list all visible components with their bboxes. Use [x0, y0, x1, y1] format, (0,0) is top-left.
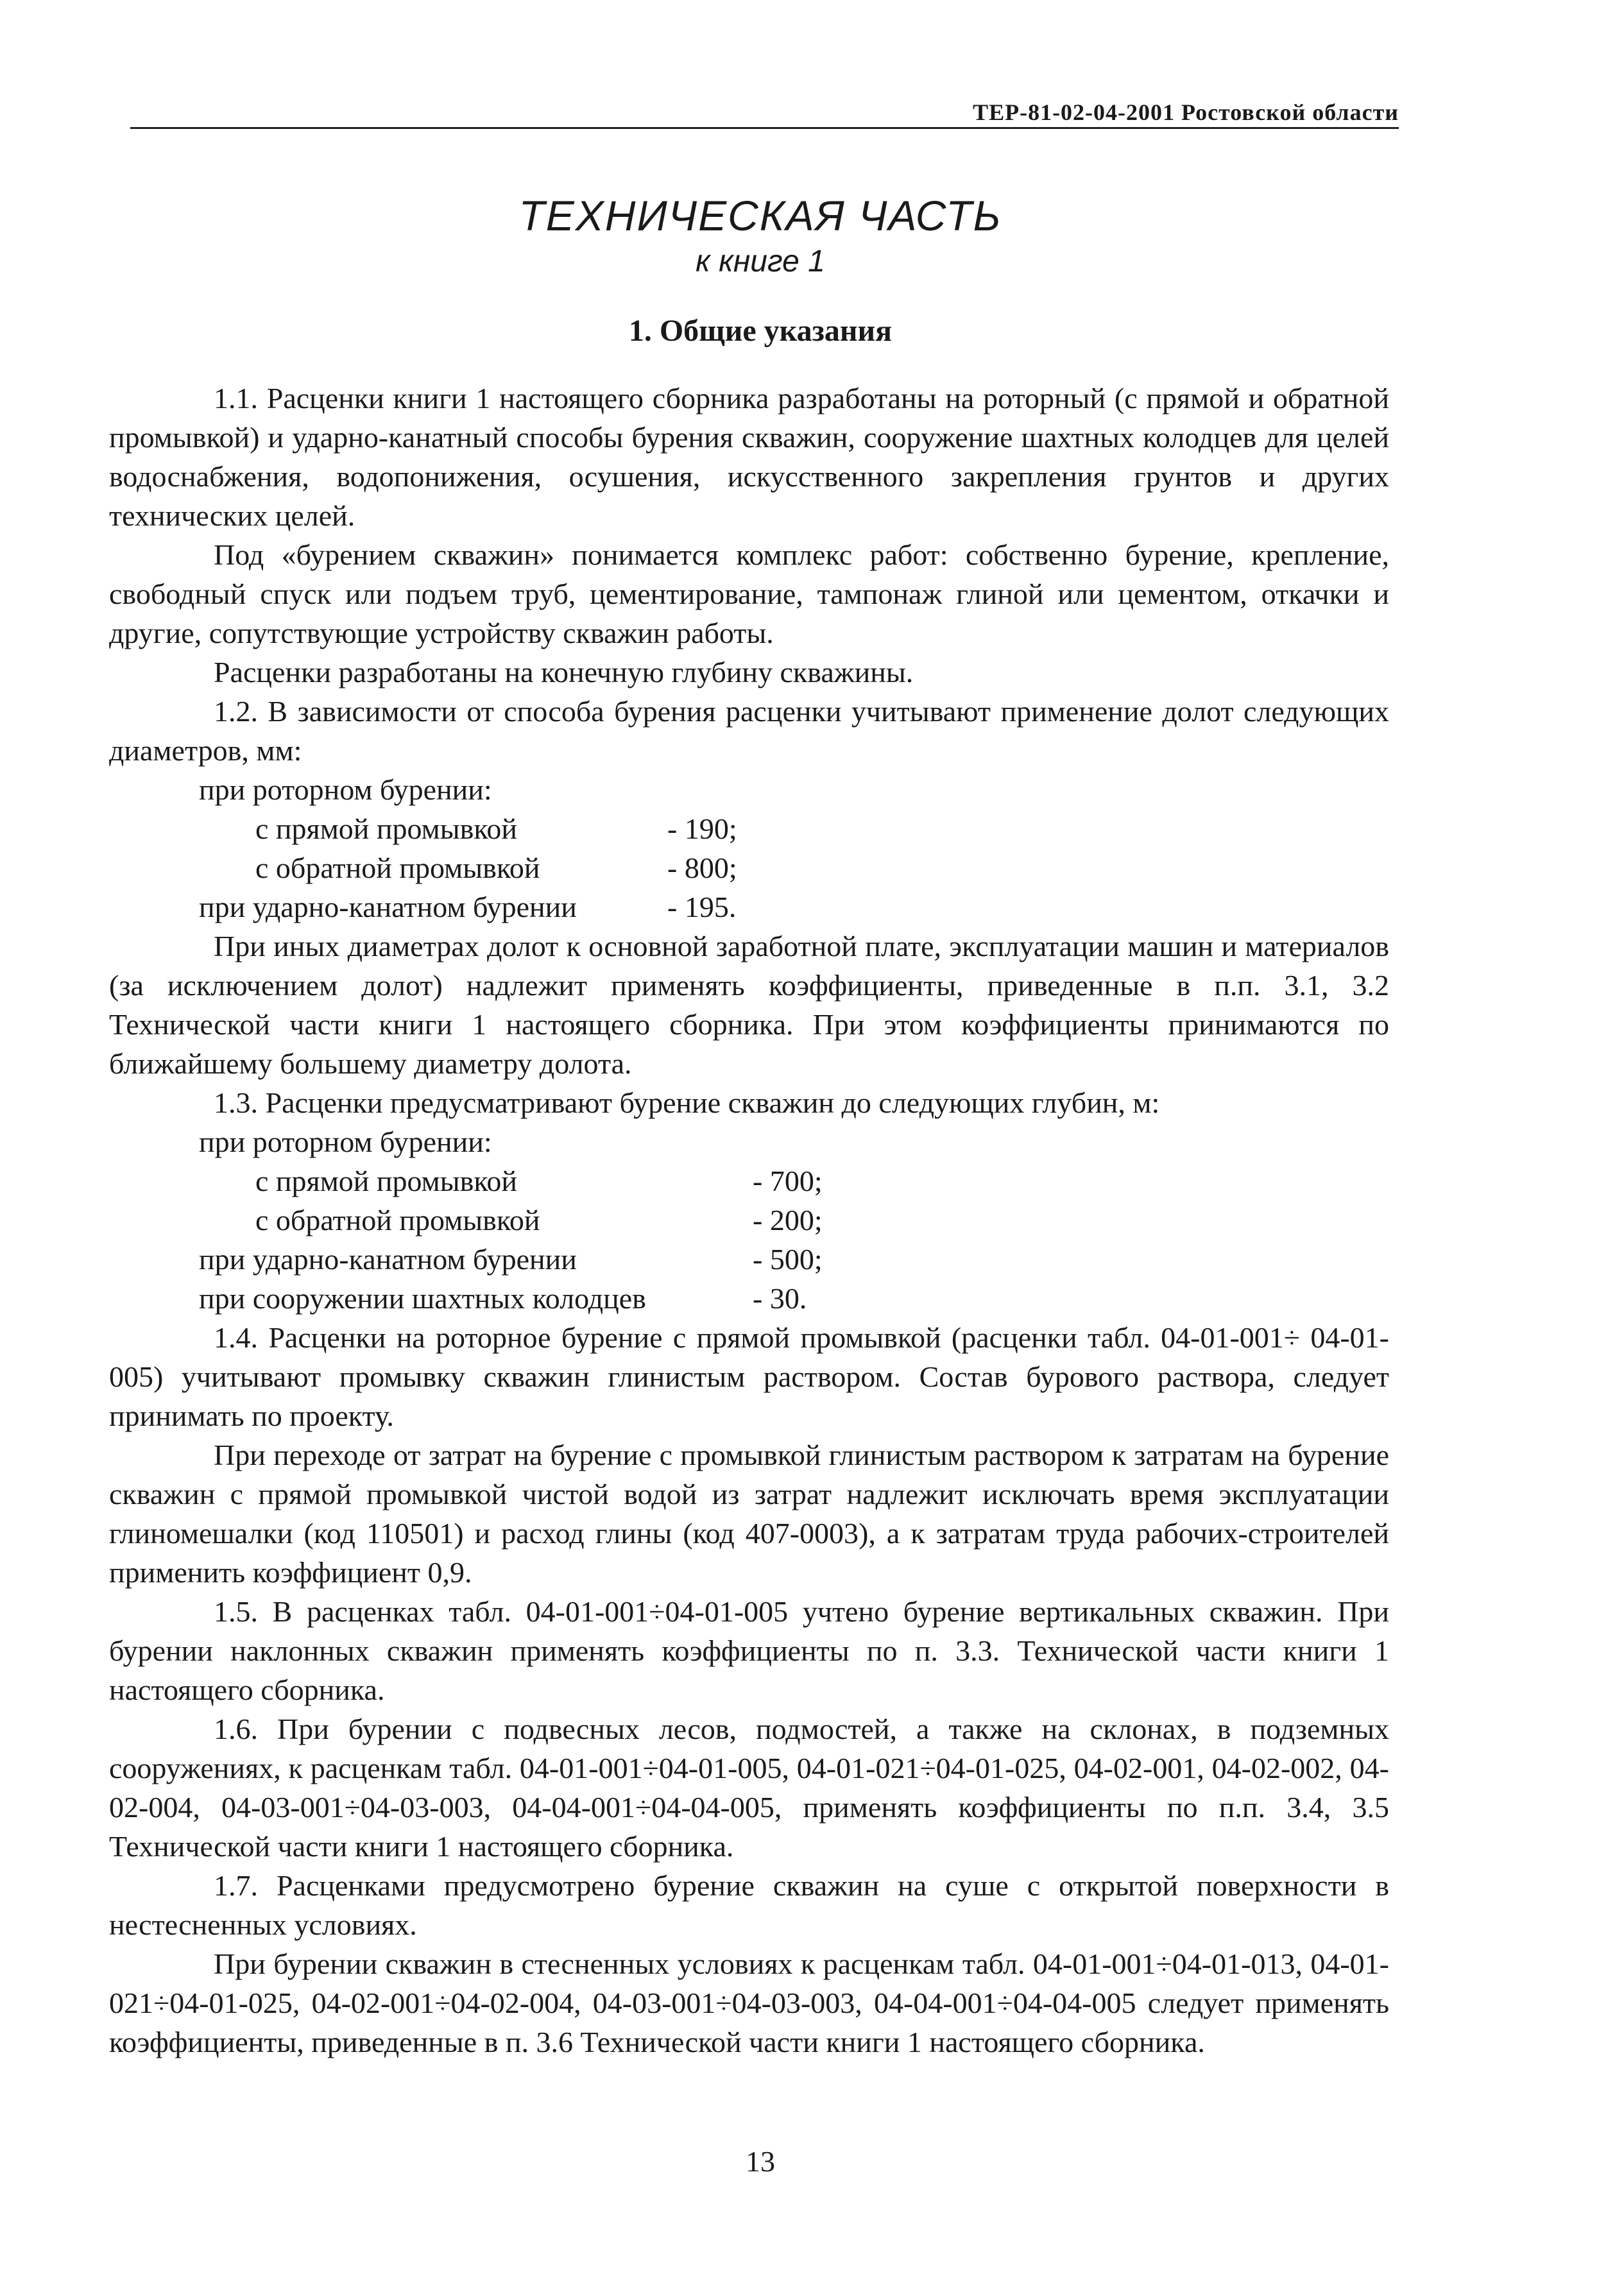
list-item: [109, 1240, 1389, 1279]
list-item: [109, 887, 1389, 927]
page-subtitle: к книге 1: [696, 244, 825, 278]
list-item: [109, 1122, 1389, 1161]
running-header: [130, 101, 1399, 129]
list-item-value: - 500;: [753, 1243, 823, 1276]
list-item: [109, 1279, 1389, 1318]
list-item-value: - 800;: [667, 851, 737, 884]
list-item-label: при роторном бурении:: [199, 1125, 492, 1158]
list-item-value: - 30.: [753, 1282, 807, 1315]
paragraph-drilling-definition: Под «бурением скважин» понимается комплекс работ: собственно бурение, крепление, свободный спуск или подъем труб, цементирование, тампонаж глиной или цементом, откачки и другие, сопутствующие устройству скважин работы.: [109, 538, 1389, 649]
list-item-value: - 195.: [667, 891, 737, 923]
list-item: [109, 848, 1389, 887]
list-item-value: - 190;: [667, 812, 737, 845]
list-item: [109, 1161, 1389, 1201]
list-item-label: при ударно-канатном бурении: [199, 891, 577, 923]
document-body: [109, 379, 1389, 2062]
list-item-label: при сооружении шахтных колодцев: [199, 1282, 646, 1315]
page-number: 13: [746, 2145, 775, 2178]
paragraph-final-depth: Расценки разработаны на конечную глубину скважины.: [214, 656, 914, 688]
list-item-label: с обратной промывкой: [255, 1204, 540, 1236]
paragraph-1-3: 1.3. Расценки предусматривают бурение скважин до следующих глубин, м:: [214, 1086, 1160, 1119]
list-item-value: - 700;: [753, 1165, 823, 1197]
list-item: [109, 770, 1389, 809]
list-item: [109, 1201, 1389, 1240]
list-item-value: - 200;: [753, 1204, 823, 1236]
paragraph-cramped-conditions: При бурении скважин в стесненных условиях к расценкам табл. 04-01-001÷04-01-013, 04-01-021÷04-01-025, 04-02-001÷04-02-004, 04-03-001÷04-03-003, 04-04-001÷04-04-005 следует применять коэффициенты, приведенные в п. 3.6 Технической части книги 1 настоящего сборника.: [109, 1947, 1389, 2058]
list-item-label: с обратной промывкой: [255, 851, 540, 884]
paragraph-1-2: 1.2. В зависимости от способа бурения расценки учитывают применение долот следующих диаметров, мм:: [109, 695, 1389, 767]
page-title: ТЕХНИЧЕСКАЯ ЧАСТЬ: [518, 192, 1002, 239]
list-item-label: при ударно-канатном бурении: [199, 1243, 577, 1276]
list-item-label: с прямой промывкой: [255, 812, 518, 845]
paragraph-1-7: 1.7. Расценками предусмотрено бурение скважин на суше с открытой поверхности в нестесненных условиях.: [109, 1869, 1389, 1941]
paragraph-1-1: 1.1. Расценки книги 1 настоящего сборника разработаны на роторный (с прямой и обратной промывкой) и ударно-канатный способы бурения скважин, сооружение шахтных колодцев для целей водоснабжения, водопонижения, осушения, искусственного закрепления грунтов и других технических целей.: [109, 382, 1389, 532]
list-item: [109, 809, 1389, 848]
paragraph-other-diameters: При иных диаметрах долот к основной заработной плате, эксплуатации машин и материалов (за исключением долот) надлежит применять коэффициенты, приведенные в п.п. 3.1, 3.2 Технической части книги 1 настоящего сборника. При этом коэффициенты принимаются по ближайшему большему диаметру долота.: [109, 930, 1389, 1080]
paragraph-1-6: 1.6. При бурении с подвесных лесов, подмостей, а также на склонах, в подземных сооружениях, к расценкам табл. 04-01-001÷04-01-005, 04-01-021÷04-01-025, 04-02-001, 04-02-002, 04-02-004, 04-03-001÷04-03-003, 04-04-001÷04-04-005, применять коэффициенты по п.п. 3.4, 3.5 Технической части книги 1 настоящего сборника.: [109, 1713, 1389, 1863]
list-item-label: с прямой промывкой: [255, 1165, 518, 1197]
paragraph-1-5: 1.5. В расценках табл. 04-01-001÷04-01-005 учтено бурение вертикальных скважин. При бурении наклонных скважин применять коэффициенты по п. 3.3. Технической части книги 1 настоящего сборника.: [109, 1595, 1389, 1706]
paragraph-clean-water: При переходе от затрат на бурение с промывкой глинистым раствором к затратам на бурение скважин с прямой промывкой чистой водой из затрат надлежит исключать время эксплуатации глиномешалки (код 110501) и расход глины (код 407-0003), а к затратам труда рабочих-строителей применить коэффициент 0,9.: [109, 1439, 1389, 1589]
paragraph-1-4: 1.4. Расценки на роторное бурение с прямой промывкой (расценки табл. 04-01-001÷ 04-01-005) учитывают промывку скважин глинистым раствором. Состав бурового раствора, следует принимать по проекту.: [109, 1321, 1389, 1432]
document-code: ТЕР-81-02-04-2001 Ростовской области: [973, 99, 1399, 125]
list-item-label: при роторном бурении:: [199, 773, 492, 806]
section-title: 1. Общие указания: [628, 314, 893, 348]
